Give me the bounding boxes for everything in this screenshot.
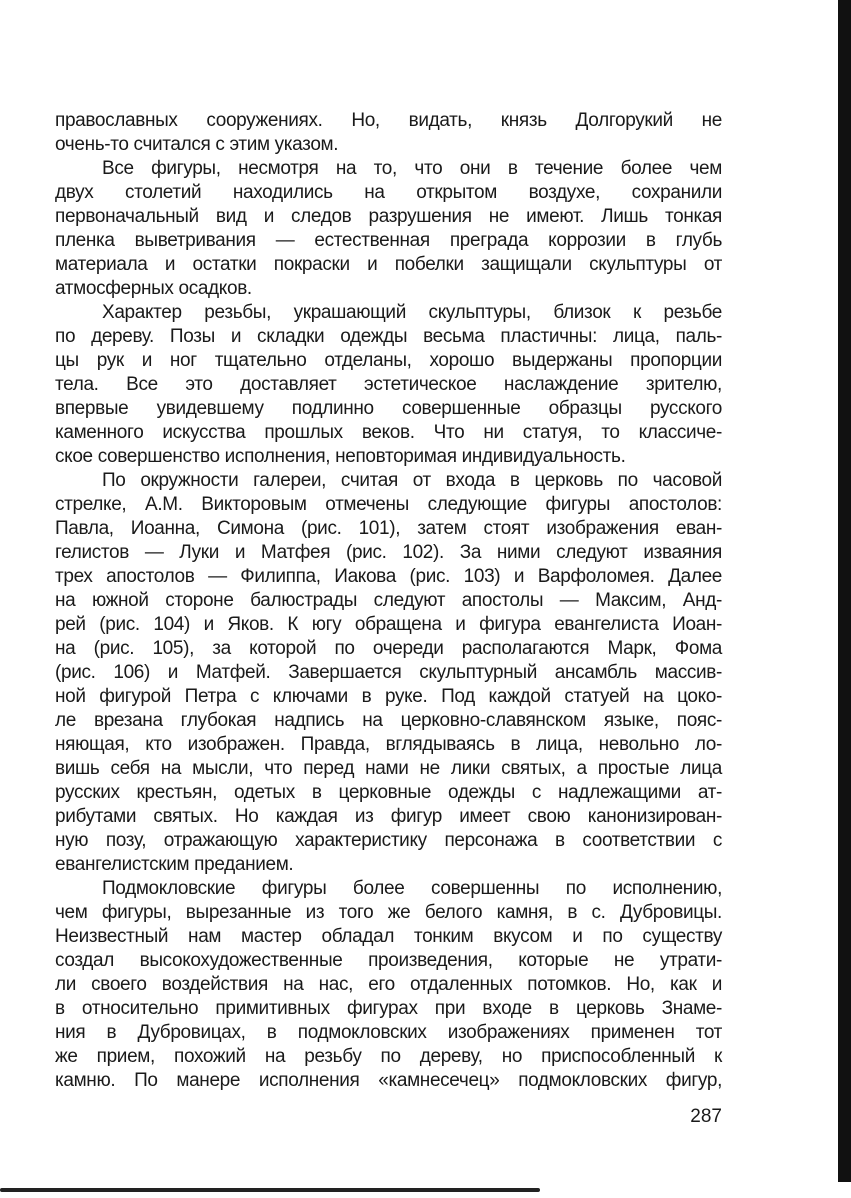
text-line: на (рис. 105), за которой по очереди располагаются Марк, Фома <box>55 638 722 659</box>
text-line: евангелистским преданием. <box>55 854 294 875</box>
text-line: в относительно примитивных фигурах при входе в церковь Знаме- <box>55 998 722 1019</box>
text-line: ле врезана глубокая надпись на церковно-славянском языке, пояс- <box>55 710 722 731</box>
text-line: Павла, Иоанна, Симона (рис. 101), затем стоят изображения еван- <box>55 518 722 539</box>
text-line: няющая, кто изображен. Правда, вглядываясь в лица, невольно ло- <box>55 734 722 755</box>
text-line: пленка выветривания — естественная преграда коррозии в глубь <box>55 230 722 251</box>
text-line: ское совершенство исполнения, неповторимая индивидуальность. <box>55 446 626 467</box>
text-line: русских крестьян, одетых в церковные одежды с надлежащими ат- <box>55 782 722 803</box>
paragraph <box>55 877 722 1093</box>
text-line: же прием, похожий на резьбу по дереву, но приспособленный к <box>55 1046 722 1067</box>
text-line: вишь себя на мысли, что перед нами не лики святых, а простые лица <box>55 758 722 779</box>
text-line: каменного искусства прошлых веков. Что ни статуя, то классиче- <box>55 422 722 443</box>
paragraph <box>55 109 722 157</box>
text-line: камню. По манере исполнения «камнесечец» подмокловских фигур, <box>55 1070 722 1091</box>
text-line: первоначальный вид и следов разрушения не имеют. Лишь тонкая <box>55 206 722 227</box>
text-line: трех апостолов — Филиппа, Иакова (рис. 103) и Варфоломея. Далее <box>55 566 722 587</box>
scan-bottom-rule <box>0 1188 540 1192</box>
text-line: стрелке, А.М. Викторовым отмечены следующие фигуры апостолов: <box>55 494 722 515</box>
text-line: рибутами святых. Но каждая из фигур имеет свою канонизирован- <box>55 806 722 827</box>
paragraph <box>55 157 722 301</box>
text-line: ную позу, отражающую характеристику персонажа в соответствии с <box>55 830 722 851</box>
paragraph <box>55 301 722 469</box>
text-line: ли своего воздействия на нас, его отдаленных потомков. Но, как и <box>55 974 722 995</box>
text-line: Все фигуры, несмотря на то, что они в течение более чем <box>102 158 722 179</box>
text-line: ной фигурой Петра с ключами в руке. Под каждой статуей на цоко- <box>55 686 722 707</box>
page-number: 287 <box>690 1106 722 1127</box>
text-line: двух столетий находились на открытом воздухе, сохранили <box>55 182 722 203</box>
text-line: тела. Все это доставляет эстетическое наслаждение зрителю, <box>55 374 722 395</box>
text-line: Неизвестный нам мастер обладал тонким вкусом и по существу <box>55 926 722 947</box>
text-line: гелистов — Луки и Матфея (рис. 102). За ними следуют изваяния <box>55 542 722 563</box>
text-line: атмосферных осадков. <box>55 278 252 299</box>
text-line: рей (рис. 104) и Яков. К югу обращена и фигура евангелиста Иоан- <box>55 614 722 635</box>
body-text <box>55 109 722 1093</box>
scan-edge-bar <box>838 0 851 1182</box>
text-line: Подмокловские фигуры более совершенны по исполнению, <box>102 878 722 899</box>
text-line: чем фигуры, вырезанные из того же белого камня, в с. Дубровицы. <box>55 902 722 923</box>
paragraph <box>55 469 722 877</box>
text-line: по дереву. Позы и складки одежды весьма пластичны: лица, паль- <box>55 326 722 347</box>
text-line: По окружности галереи, считая от входа в церковь по часовой <box>102 470 722 491</box>
text-line: Характер резьбы, украшающий скульптуры, близок к резьбе <box>102 302 722 323</box>
text-line: (рис. 106) и Матфей. Завершается скульптурный ансамбль массив- <box>55 662 722 683</box>
text-line: материала и остатки покраски и побелки защищали скульптуры от <box>55 254 722 275</box>
text-line: впервые увидевшему подлинно совершенные образцы русского <box>55 398 722 419</box>
text-line: православных сооружениях. Но, видать, князь Долгорукий не <box>55 110 722 131</box>
text-line: создал высокохудожественные произведения, которые не утрати- <box>55 950 722 971</box>
text-line: очень-то считался с этим указом. <box>55 134 339 155</box>
text-line: на южной стороне балюстрады следуют апостолы — Максим, Анд- <box>55 590 722 611</box>
text-line: цы рук и ног тщательно отделаны, хорошо выдержаны пропорции <box>55 350 722 371</box>
text-line: ния в Дубровицах, в подмокловских изображениях применен тот <box>55 1022 722 1043</box>
